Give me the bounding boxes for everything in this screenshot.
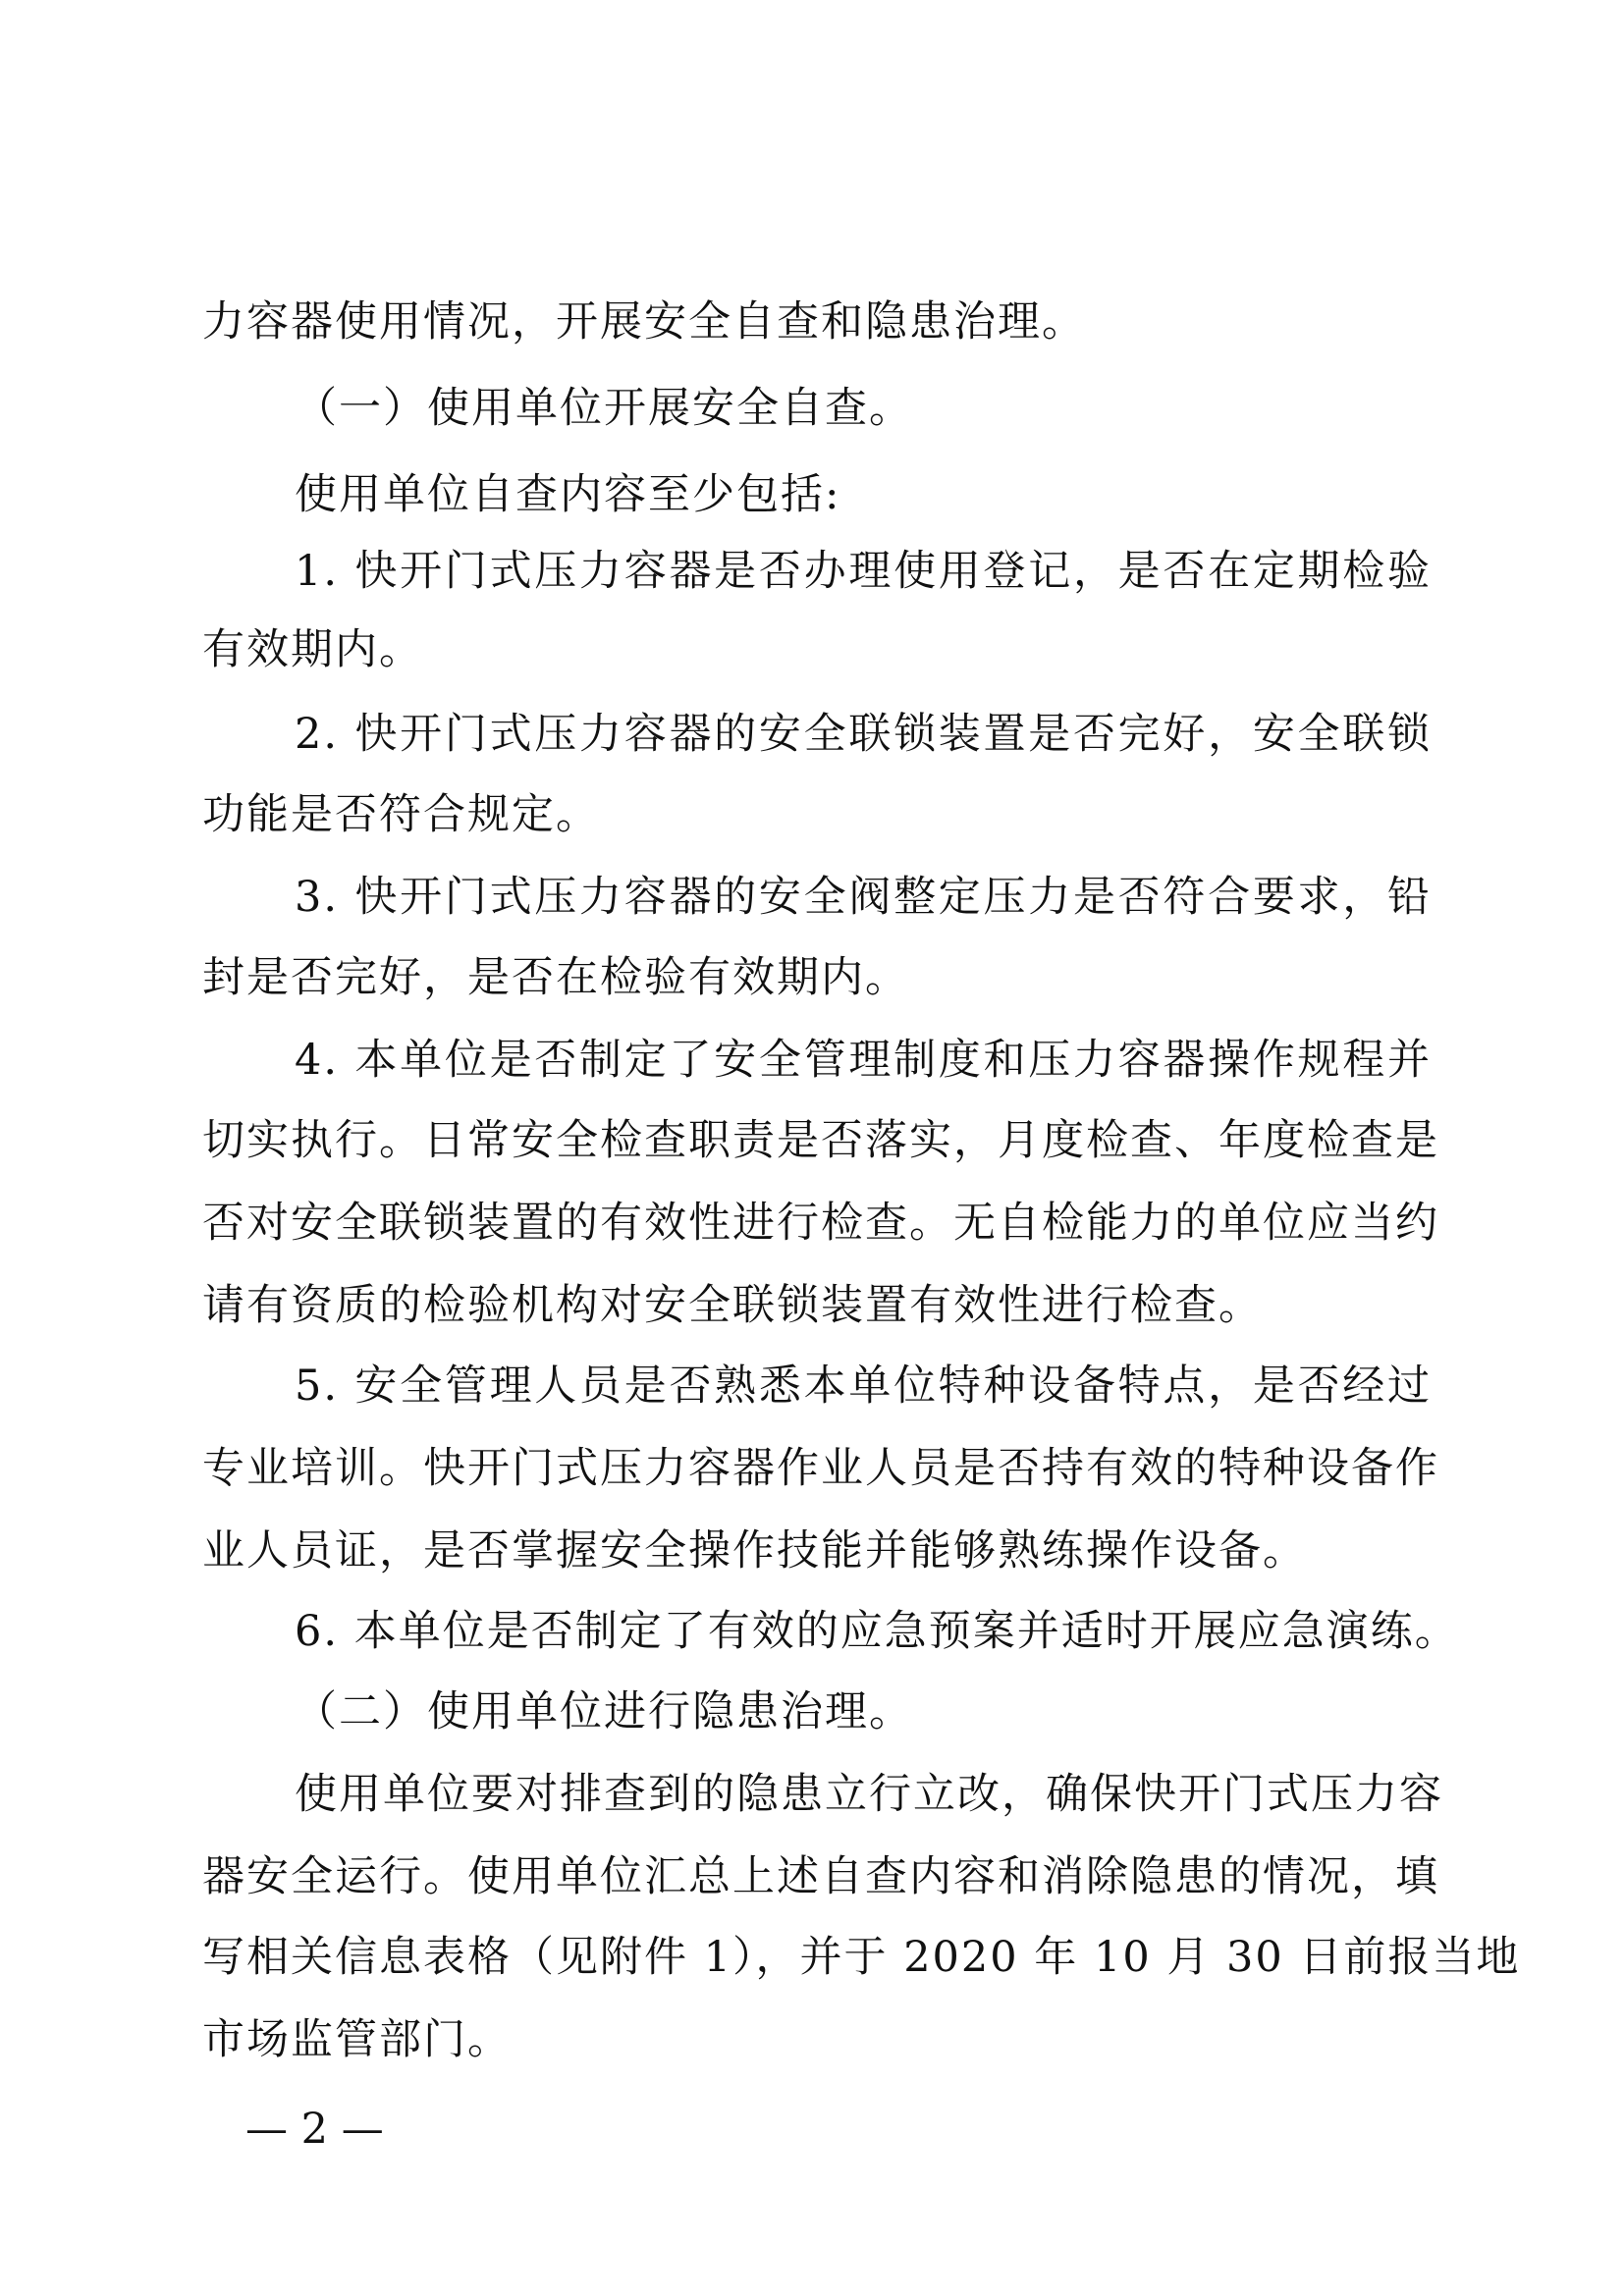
list-item-text: 功能是否符合规定。 bbox=[202, 790, 600, 839]
page-number: — 2 — bbox=[245, 2105, 384, 2154]
list-item-text: 专业培训。快开门式压力容器作业人员是否持有效的特种设备作 bbox=[202, 1444, 1439, 1493]
body-text-line: 力容器使用情况，开展安全自查和隐患治理。 bbox=[202, 297, 1086, 347]
list-item-text: 3. 快开门式压力容器的安全阀整定压力是否符合要求，铅 bbox=[295, 873, 1432, 922]
body-text-line: 使用单位自查内容至少包括: bbox=[295, 470, 841, 519]
list-item-text: 有效期内。 bbox=[202, 625, 423, 674]
list-item-text: 5. 安全管理人员是否熟悉本单位特种设备特点，是否经过 bbox=[295, 1362, 1432, 1411]
body-text-line: 器安全运行。使用单位汇总上述自查内容和消除隐患的情况，填 bbox=[202, 1852, 1439, 1901]
list-item-text: 否对安全联锁装置的有效性进行检查。无自检能力的单位应当约 bbox=[202, 1199, 1439, 1248]
list-item-text: 请有资质的检验机构对安全联锁装置有效性进行检查。 bbox=[202, 1281, 1263, 1330]
list-item-text: 2. 快开门式压力容器的安全联锁装置是否完好，安全联锁 bbox=[295, 710, 1432, 759]
list-item-text: 6. 本单位是否制定了有效的应急预案并适时开展应急演练。 bbox=[295, 1607, 1459, 1656]
list-item-text: 切实执行。日常安全检查职责是否落实，月度检查、年度检查是 bbox=[202, 1116, 1439, 1165]
section-heading: （一）使用单位开展安全自查。 bbox=[295, 384, 913, 433]
body-text-line: 写相关信息表格（见附件 1），并于 2020 年 10 月 30 日前报当地 bbox=[202, 1933, 1521, 1982]
body-text-line: 使用单位要对排查到的隐患立行立改，确保快开门式压力容 bbox=[295, 1770, 1443, 1819]
section-heading: （二）使用单位进行隐患治理。 bbox=[295, 1687, 913, 1736]
list-item-text: 业人员证，是否掌握安全操作技能并能够熟练操作设备。 bbox=[202, 1526, 1307, 1575]
list-item-text: 4. 本单位是否制定了安全管理制度和压力容器操作规程并 bbox=[295, 1036, 1432, 1085]
list-item-text: 1. 快开门式压力容器是否办理使用登记，是否在定期检验 bbox=[295, 547, 1432, 596]
list-item-text: 封是否完好，是否在检验有效期内。 bbox=[202, 953, 909, 1002]
body-text-line: 市场监管部门。 bbox=[202, 2015, 512, 2064]
